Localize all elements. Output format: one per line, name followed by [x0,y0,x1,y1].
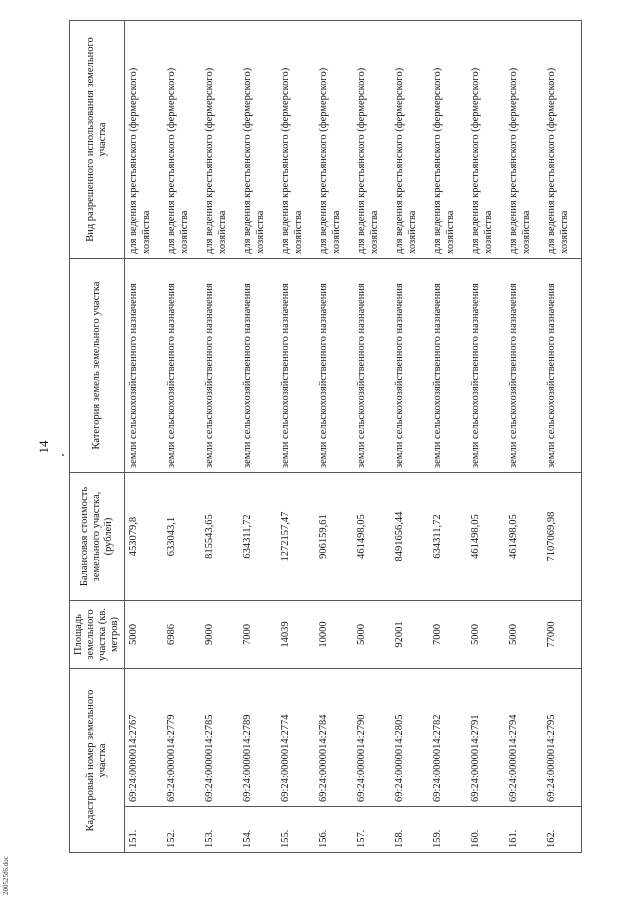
permitted-use: для ведения крестьянского (фермерского) хозяйства [163,21,201,259]
balance-value: 461498,05 [505,473,543,601]
permitted-use: для ведения крестьянского (фермерского) хозяйства [315,21,353,259]
balance-value: 634311,72 [239,473,277,601]
balance-value: 1272157,47 [277,473,315,601]
stray-mark [62,454,64,456]
plot-area: 7000 [429,601,467,669]
table-row [315,21,353,853]
land-category: земли сельскохозяйственного назначения [391,259,429,473]
row-number: 160. [467,807,505,853]
plot-area: 9000 [201,601,239,669]
row-number: 161. [505,807,543,853]
table-header-row [70,21,125,853]
permitted-use: для ведения крестьянского (фермерского) хозяйства [353,21,391,259]
cadastral-number: 69:24:0000014:2790 [353,669,391,807]
balance-value: 461498,05 [467,473,505,601]
land-category: земли сельскохозяйственного назначения [315,259,353,473]
land-category: земли сельскохозяйственного назначения [125,259,164,473]
row-number: 153. [201,807,239,853]
permitted-use: для ведения крестьянского (фермерского) хозяйства [543,21,582,259]
table-row [391,21,429,853]
permitted-use: для ведения крестьянского (фермерского) хозяйства [505,21,543,259]
plot-area: 14039 [277,601,315,669]
permitted-use: для ведения крестьянского (фермерского) хозяйства [277,21,315,259]
table-row [353,21,391,853]
plot-area: 5000 [353,601,391,669]
cadastral-number: 69:24:0000014:2767 [125,669,164,807]
cadastral-number: 69:24:0000014:2784 [315,669,353,807]
balance-value: 7107069,98 [543,473,582,601]
table-row [239,21,277,853]
table-row [467,21,505,853]
header-use: Вид разрешенного использования земельного участка [70,21,125,259]
cadastral-number: 69:24:0000014:2795 [543,669,582,807]
permitted-use: для ведения крестьянского (фермерского) хозяйства [467,21,505,259]
row-number: 158. [391,807,429,853]
permitted-use: для ведения крестьянского (фермерского) хозяйства [239,21,277,259]
land-category: земли сельскохозяйственного назначения [505,259,543,473]
land-category: земли сельскохозяйственного назначения [467,259,505,473]
plot-area: 5000 [505,601,543,669]
header-area: Площадь земельного участка (кв. метров) [70,601,125,669]
page-number: 14 [36,440,51,454]
header-category: Категория земель земельного участка [70,259,125,473]
plot-area: 5000 [467,601,505,669]
row-number: 155. [277,807,315,853]
balance-value: 634311,72 [429,473,467,601]
header-cadastral: Кадастровый номер земельного участка [70,669,125,853]
balance-value: 453079,8 [125,473,164,601]
permitted-use: для ведения крестьянского (фермерского) хозяйства [125,21,164,259]
row-number: 156. [315,807,353,853]
land-category: земли сельскохозяйственного назначения [429,259,467,473]
cadastral-number: 69:24:0000014:2805 [391,669,429,807]
row-number: 162. [543,807,582,853]
cadastral-number: 69:24:0000014:2785 [201,669,239,807]
plot-area: 5000 [125,601,164,669]
permitted-use: для ведения крестьянского (фермерского) хозяйства [201,21,239,259]
land-plots-table [69,20,582,853]
cadastral-number: 69:24:0000014:2779 [163,669,201,807]
row-number: 152. [163,807,201,853]
table-row [543,21,582,853]
balance-value: 461498,05 [353,473,391,601]
permitted-use: для ведения крестьянского (фермерского) хозяйства [391,21,429,259]
row-number: 157. [353,807,391,853]
header-value: Балансовая стоимость земельного участка, (рублей) [70,473,125,601]
document-code: 200525f6.doc [2,856,10,895]
row-number: 159. [429,807,467,853]
land-category: земли сельскохозяйственного назначения [239,259,277,473]
table-row [277,21,315,853]
plot-area: 77000 [543,601,582,669]
table-row [505,21,543,853]
cadastral-number: 69:24:0000014:2794 [505,669,543,807]
permitted-use: для ведения крестьянского (фермерского) хозяйства [429,21,467,259]
table-row [429,21,467,853]
balance-value: 815543,65 [201,473,239,601]
plot-area: 6986 [163,601,201,669]
land-category: земли сельскохозяйственного назначения [201,259,239,473]
plot-area: 92001 [391,601,429,669]
table-row [125,21,164,853]
balance-value: 8491656,44 [391,473,429,601]
row-number: 151. [125,807,164,853]
plot-area: 10000 [315,601,353,669]
row-number: 154. [239,807,277,853]
table-row [201,21,239,853]
balance-value: 906159,61 [315,473,353,601]
table-row [163,21,201,853]
balance-value: 633043,1 [163,473,201,601]
cadastral-number: 69:24:0000014:2791 [467,669,505,807]
cadastral-number: 69:24:0000014:2789 [239,669,277,807]
plot-area: 7000 [239,601,277,669]
cadastral-number: 69:24:0000014:2782 [429,669,467,807]
cadastral-number: 69:24:0000014:2774 [277,669,315,807]
land-category: земли сельскохозяйственного назначения [163,259,201,473]
land-category: земли сельскохозяйственного назначения [353,259,391,473]
land-category: земли сельскохозяйственного назначения [277,259,315,473]
land-category: земли сельскохозяйственного назначения [543,259,582,473]
